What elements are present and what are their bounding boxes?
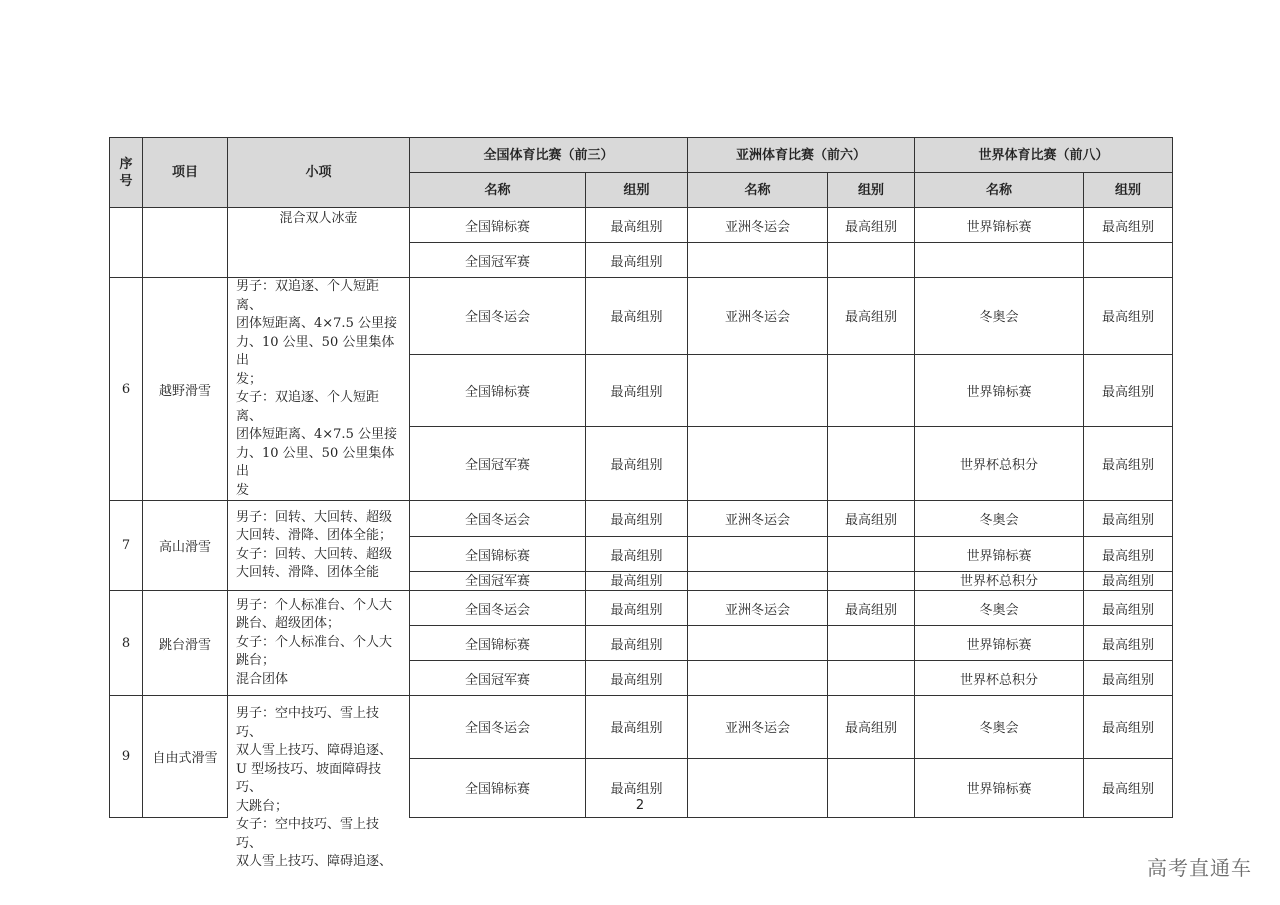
- header-world-group: 组别: [1084, 173, 1173, 208]
- asian-group: [828, 661, 915, 696]
- asian-group: [828, 427, 915, 501]
- page-number: 2: [635, 798, 645, 813]
- asian-name: [688, 427, 828, 501]
- table-row: [110, 208, 1173, 243]
- world-name: 世界杯总积分: [915, 427, 1084, 501]
- world-group: 最高组别: [1084, 591, 1173, 626]
- header-asian-group: 组别: [828, 173, 915, 208]
- asian-group: 最高组别: [828, 208, 915, 243]
- national-group: 最高组别: [586, 243, 688, 278]
- asian-name: [688, 354, 828, 427]
- asian-group: [828, 354, 915, 427]
- national-group: 最高组别: [586, 758, 688, 817]
- watermark-logo: 高考直通车: [1147, 856, 1252, 880]
- national-name: 全国冠军赛: [410, 572, 586, 591]
- header-world-name: 名称: [915, 173, 1084, 208]
- national-name: 全国锦标赛: [410, 354, 586, 427]
- world-name: 世界锦标赛: [915, 758, 1084, 817]
- national-name: 全国锦标赛: [410, 208, 586, 243]
- asian-name: [688, 626, 828, 661]
- seq-cell: 8: [110, 591, 143, 696]
- asian-group: [828, 243, 915, 278]
- asian-name: [688, 572, 828, 591]
- national-name: 全国锦标赛: [410, 537, 586, 572]
- table-row: [110, 696, 1173, 759]
- table-row: [110, 278, 1173, 355]
- seq-cell: 9: [110, 696, 143, 818]
- asian-name: 亚洲冬运会: [688, 501, 828, 537]
- world-group: [1084, 243, 1173, 278]
- seq-cell: 6: [110, 278, 143, 501]
- project-cell: 高山滑雪: [143, 501, 228, 591]
- asian-group: 最高组别: [828, 696, 915, 759]
- asian-group: [828, 537, 915, 572]
- asian-name: [688, 537, 828, 572]
- national-group: 最高组别: [586, 208, 688, 243]
- subitem-cell: 男子：回转、大回转、超级 大回转、滑降、团体全能； 女子：回转、大回转、超级 大回转、滑降、团体全能: [228, 501, 410, 591]
- world-group: 最高组别: [1084, 427, 1173, 501]
- national-group: 最高组别: [586, 696, 688, 759]
- asian-name: 亚洲冬运会: [688, 591, 828, 626]
- header-national-group: 组别: [586, 173, 688, 208]
- world-group: 最高组别: [1084, 354, 1173, 427]
- national-group: 最高组别: [586, 572, 688, 591]
- world-name: 世界杯总积分: [915, 661, 1084, 696]
- header-national-name: 名称: [410, 173, 586, 208]
- national-name: 全国冠军赛: [410, 661, 586, 696]
- world-group: 最高组别: [1084, 661, 1173, 696]
- world-group: 最高组别: [1084, 208, 1173, 243]
- asian-name: 亚洲冬运会: [688, 208, 828, 243]
- asian-name: 亚洲冬运会: [688, 696, 828, 759]
- asian-group: 最高组别: [828, 278, 915, 355]
- project-cell: 自由式滑雪: [143, 696, 228, 818]
- subitem-cell: 男子：个人标准台、个人大 跳台、超级团体； 女子：个人标准台、个人大 跳台； 混合团体: [228, 591, 410, 696]
- header-subitem: 小项: [228, 138, 410, 208]
- national-name: 全国冬运会: [410, 696, 586, 759]
- asian-group: [828, 626, 915, 661]
- world-name: 世界锦标赛: [915, 208, 1084, 243]
- header-seq: 序 号: [110, 138, 143, 208]
- header-world: 世界体育比赛（前八）: [915, 138, 1173, 173]
- world-group: 最高组别: [1084, 501, 1173, 537]
- world-group: 最高组别: [1084, 278, 1173, 355]
- asian-group: 最高组别: [828, 501, 915, 537]
- world-name: 冬奥会: [915, 696, 1084, 759]
- asian-name: [688, 243, 828, 278]
- asian-group: [828, 572, 915, 591]
- header-national: 全国体育比赛（前三）: [410, 138, 688, 173]
- national-group: 最高组别: [586, 591, 688, 626]
- seq-cell: 7: [110, 501, 143, 591]
- world-group: 最高组别: [1084, 758, 1173, 817]
- national-group: 最高组别: [586, 537, 688, 572]
- national-group: 最高组别: [586, 354, 688, 427]
- world-name: 冬奥会: [915, 278, 1084, 355]
- project-cell: [143, 208, 228, 278]
- world-group: 最高组别: [1084, 696, 1173, 759]
- header-project: 项目: [143, 138, 228, 208]
- national-name: 全国冠军赛: [410, 427, 586, 501]
- seq-cell: [110, 208, 143, 278]
- national-group: 最高组别: [586, 661, 688, 696]
- national-name: 全国冬运会: [410, 501, 586, 537]
- national-group: 最高组别: [586, 427, 688, 501]
- project-cell: 越野滑雪: [143, 278, 228, 501]
- world-name: 世界杯总积分: [915, 572, 1084, 591]
- subitem-cell: 男子：双追逐、个人短距离、 团体短距离、4×7.5 公里接 力、10 公里、50 公里集体出 发； 女子：双追逐、个人短距离、 团体短距离、4×7.5 公里接 力、10 公里、50 公里集体出 发: [228, 278, 410, 501]
- world-name: 冬奥会: [915, 501, 1084, 537]
- asian-name: [688, 661, 828, 696]
- national-name: 全国锦标赛: [410, 626, 586, 661]
- asian-name: 亚洲冬运会: [688, 278, 828, 355]
- subitem-cell: [228, 208, 410, 278]
- table-row: [110, 501, 1173, 537]
- project-cell: 跳台滑雪: [143, 591, 228, 696]
- world-name: 冬奥会: [915, 591, 1084, 626]
- table-row: [110, 591, 1173, 626]
- header-asian: 亚洲体育比赛（前六）: [688, 138, 915, 173]
- national-group: 最高组别: [586, 501, 688, 537]
- world-name: 世界锦标赛: [915, 354, 1084, 427]
- national-name: 全国锦标赛: [410, 758, 586, 817]
- world-name: [915, 243, 1084, 278]
- asian-group: 最高组别: [828, 591, 915, 626]
- world-group: 最高组别: [1084, 626, 1173, 661]
- national-name: 全国冠军赛: [410, 243, 586, 278]
- world-group: 最高组别: [1084, 572, 1173, 591]
- national-group: 最高组别: [586, 626, 688, 661]
- header-asian-name: 名称: [688, 173, 828, 208]
- national-name: 全国冬运会: [410, 278, 586, 355]
- national-name: 全国冬运会: [410, 591, 586, 626]
- world-group: 最高组别: [1084, 537, 1173, 572]
- competition-table: [109, 137, 1173, 869]
- subitem-text: 混合双人冰壶: [279, 211, 358, 226]
- subitem-text: 男子：空中技巧、雪上技巧、 双人雪上技巧、障碍追逐、 U 型场技巧、坡面障碍技巧、 大跳台； 女子：空中技巧、雪上技巧、 双人雪上技巧、障碍追逐、: [236, 706, 393, 869]
- world-name: 世界锦标赛: [915, 537, 1084, 572]
- national-group: 最高组别: [586, 278, 688, 355]
- world-name: 世界锦标赛: [915, 626, 1084, 661]
